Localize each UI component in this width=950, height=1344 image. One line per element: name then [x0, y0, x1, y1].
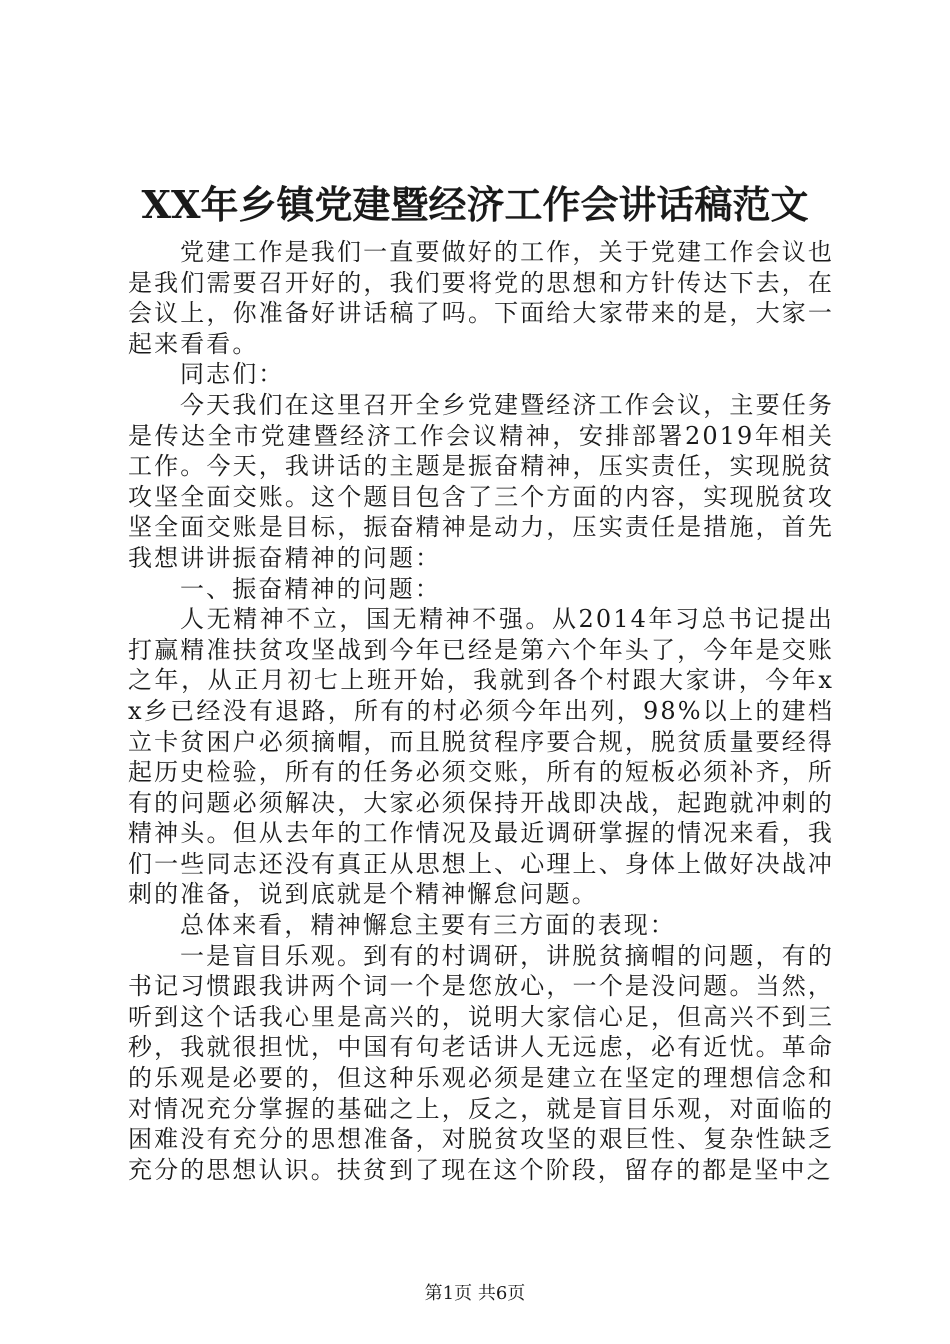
document-body [128, 237, 834, 1185]
intro-paragraph: 党建工作是我们一直要做好的工作，关于党建工作会议也是我们需要召开好的，我们要将党的思想和方针传达下去，在会议上，你准备好讲话稿了吗。下面给大家带来的是，大家一起来看看。 [128, 238, 834, 358]
section-heading: 一、振奋精神的问题： [180, 574, 441, 603]
body-paragraph: 总体来看，精神懈怠主要有三方面的表现： [180, 911, 676, 940]
page-number-footer: 第1页 共6页 [424, 1283, 526, 1304]
document-title: XX年乡镇党建暨经济工作会讲话稿范文 [141, 182, 809, 227]
salutation: 同志们： [180, 360, 285, 389]
body-paragraph: 一是盲目乐观。到有的村调研，讲脱贫摘帽的问题，有的书记习惯跟我讲两个词一个是您放心，一个是没问题。当然，听到这个话我心里是高兴的，说明大家信心足，但高兴不到三秒，我就很担忧，中国有句老话讲人无远虑，必有近忧。革命的乐观是必要的，但这种乐观必须是建立在坚定的理想信念和对情况充分掌握的基础之上，反之，就是盲目乐观，对面临的困难没有充分的思想准备，对脱贫攻坚的艰巨性、复杂性缺乏充分的思想认识。扶贫到了现在这个阶段，留存的都是坚中之 [128, 941, 834, 1184]
body-paragraph: 人无精神不立，国无精神不强。从2014年习总书记提出打赢精准扶贫攻坚战到今年已经是第六个年头了，今年是交账之年，从正月初七上班开始，我就到各个村跟大家讲，今年xx乡已经没有退路，所有的村必须今年出列，98%以上的建档立卡贫困户必须摘帽，而且脱贫程序要合规，脱贫质量要经得起历史检验，所有的任务必须交账，所有的短板必须补齐，所有的问题必须解决，大家必须保持开战即决战，起跑就冲刺的精神头。但从去年的工作情况及最近调研掌握的情况来看，我们一些同志还没有真正从思想上、心理上、身体上做好决战冲刺的准备，说到底就是个精神懈怠问题。 [128, 605, 834, 909]
body-paragraph: 今天我们在这里召开全乡党建暨经济工作会议，主要任务是传达全市党建暨经济工作会议精神，安排部署2019年相关工作。今天，我讲话的主题是振奋精神，压实责任，实现脱贫攻坚全面交账。这个题目包含了三个方面的内容，实现脱贫攻坚全面交账是目标，振奋精神是动力，压实责任是措施，首先我想讲讲振奋精神的问题： [128, 390, 834, 572]
